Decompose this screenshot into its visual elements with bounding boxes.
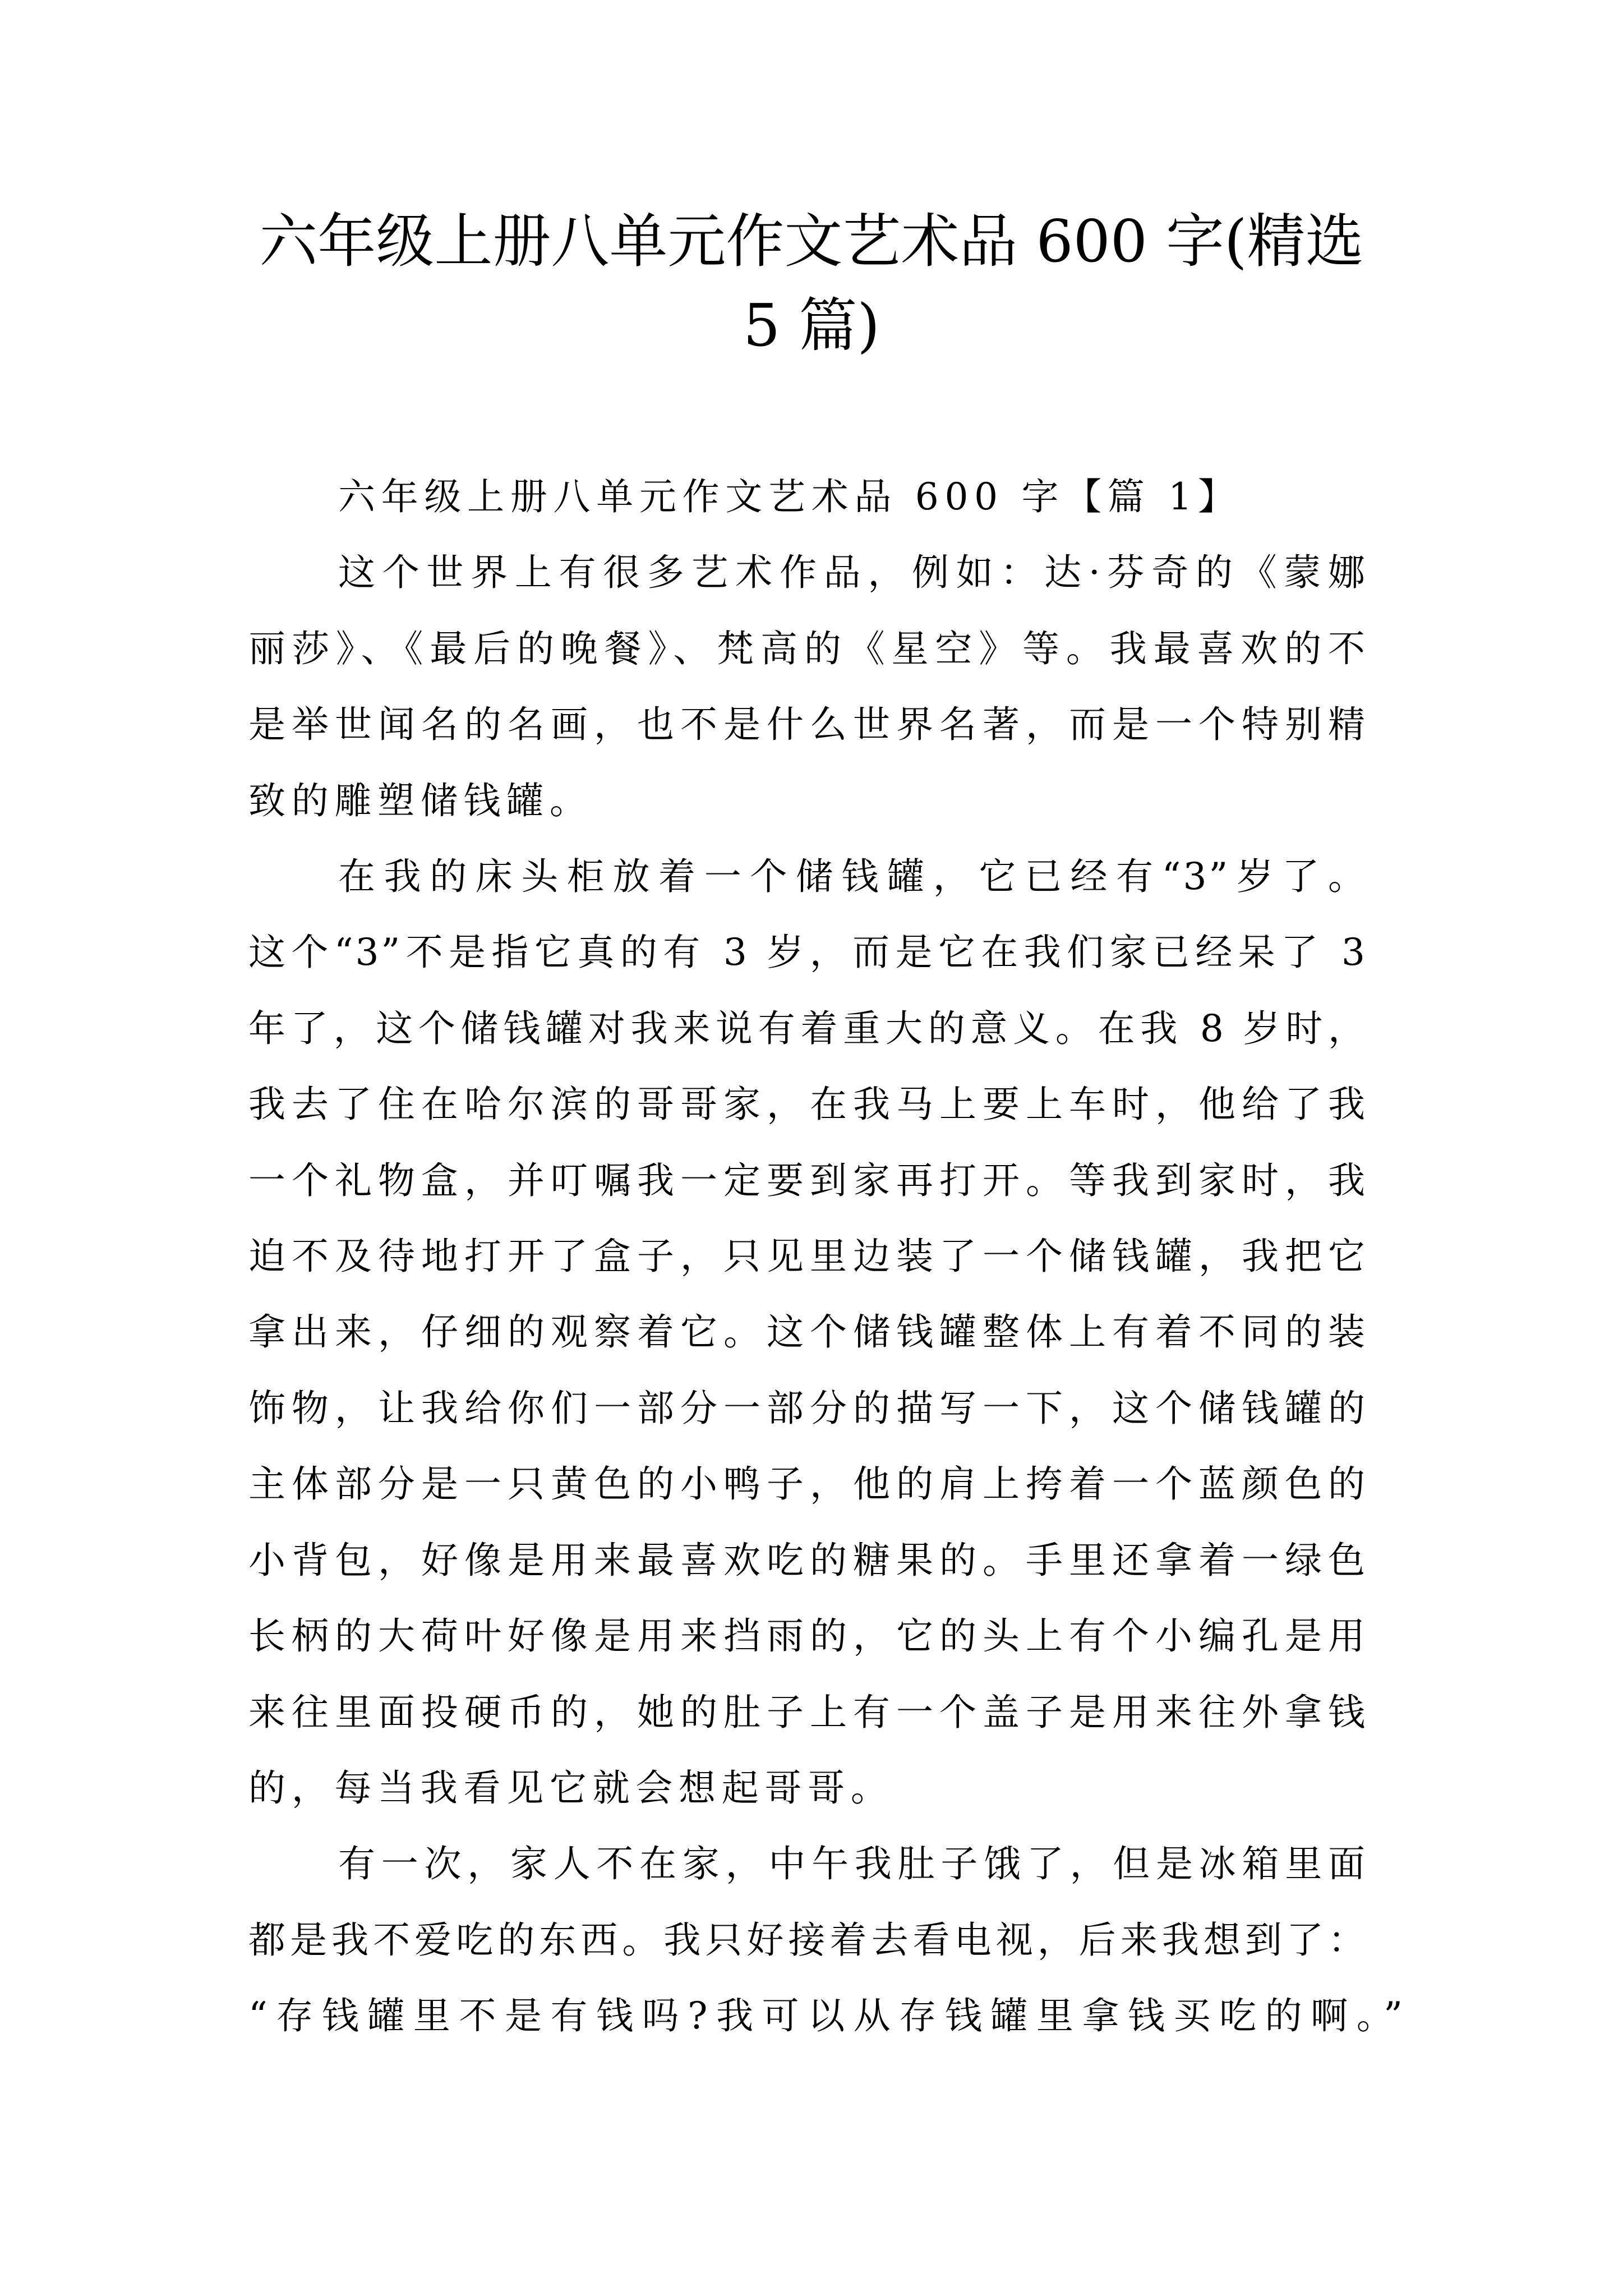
title-line-1: 六年级上册八单元作文艺术品 600 字(精选 bbox=[259, 207, 1364, 275]
paragraph-2 bbox=[248, 839, 1367, 1826]
text-line: 长柄的大荷叶好像是用来挡雨的，它的头上有个小编孔是用 bbox=[248, 1614, 1367, 1658]
essay-heading: 六年级上册八单元作文艺术品 600 字【篇 1】 bbox=[338, 475, 1241, 518]
paragraph-1 bbox=[248, 535, 1367, 839]
title-line-2: 5 篇) bbox=[743, 291, 880, 360]
text-line: 这个“3”不是指它真的有 3 岁，而是它在我们家已经呆了 3 bbox=[248, 931, 1367, 974]
text-line: 迫不及待地打开了盒子，只见里边装了一个储钱罐，我把它 bbox=[248, 1235, 1367, 1278]
text-line: 丽莎》、《最后的晚餐》、梵高的《星空》等。我最喜欢的不 bbox=[248, 627, 1367, 670]
text-line: 有一次，家人不在家，中午我肚子饿了，但是冰箱里面 bbox=[338, 1842, 1367, 1886]
paragraph-3 bbox=[248, 1826, 1405, 2054]
document-title bbox=[0, 199, 1623, 367]
text-line: 饰物，让我给你们一部分一部分的描写一下，这个储钱罐的 bbox=[248, 1386, 1367, 1430]
text-line: 是举世闻名的名画，也不是什么世界名著，而是一个特别精 bbox=[248, 703, 1367, 747]
text-line: 都是我不爱吃的东西。我只好接着去看电视，后来我想到了： bbox=[248, 1918, 1367, 1962]
text-line: 小背包，好像是用来最喜欢吃的糖果的。手里还拿着一绿色 bbox=[248, 1538, 1367, 1582]
text-line: “存钱罐里不是有钱吗?我可以从存钱罐里拿钱买吃的啊。” bbox=[248, 1994, 1405, 2038]
essay-body bbox=[248, 459, 1405, 2054]
text-line: 来往里面投硬币的，她的肚子上有一个盖子是用来往外拿钱 bbox=[248, 1690, 1367, 1734]
text-line: 在我的床头柜放着一个储钱罐，它已经有“3”岁了。 bbox=[338, 855, 1367, 899]
text-line: 的，每当我看见它就会想起哥哥。 bbox=[248, 1766, 894, 1810]
text-line: 一个礼物盒，并叮嘱我一定要到家再打开。等我到家时，我 bbox=[248, 1158, 1367, 1202]
text-line: 这个世界上有很多艺术作品，例如：达·芬奇的《蒙娜 bbox=[338, 551, 1367, 595]
text-line: 拿出来，仔细的观察着它。这个储钱罐整体上有着不同的装 bbox=[248, 1310, 1367, 1354]
text-line: 年了，这个储钱罐对我来说有着重大的意义。在我 8 岁时， bbox=[248, 1006, 1367, 1050]
text-line: 我去了住在哈尔滨的哥哥家，在我马上要上车时，他给了我 bbox=[248, 1083, 1367, 1126]
text-line: 致的雕塑储钱罐。 bbox=[248, 779, 593, 822]
text-line: 主体部分是一只黄色的小鸭子，他的肩上挎着一个蓝颜色的 bbox=[248, 1462, 1367, 1506]
